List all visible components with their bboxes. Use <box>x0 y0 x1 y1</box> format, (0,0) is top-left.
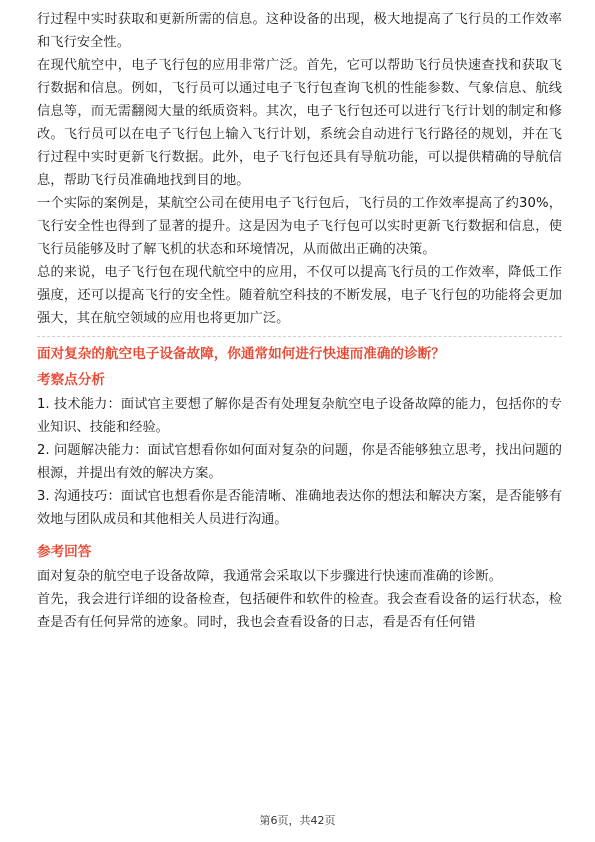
section-divider <box>37 336 562 337</box>
answer-heading: 参考回答 <box>37 544 92 560</box>
page-number: 第6页，共42页 <box>259 814 336 827</box>
body-paragraph: 总的来说，电子飞行包在现代航空中的应用，不仅可以提高飞行员的工作效率，降低工作强度，还可以提高飞行的安全性。随着航空科技的不断发展，电子飞行包的功能将会更加强大，其在航空领域的应用也将更加广泛。 <box>37 265 562 326</box>
answer-paragraph: 面对复杂的航空电子设备故障，我通常会采取以下步骤进行快速而准确的诊断。 <box>37 569 503 584</box>
body-paragraph: 一个实际的案例是，某航空公司在使用电子飞行包后，飞行员的工作效率提高了约30%，飞行安全性也得到了显著的提升。这是因为电子飞行包可以实时更新飞行数据和信息，使飞行员能够及时了解飞机的状态和环境情况，从而做出正确的决策。 <box>37 196 562 257</box>
body-paragraph: 在现代航空中，电子飞行包的应用非常广泛。首先，它可以帮助飞行员快速查找和获取飞行数据和信息。例如，飞行员可以通过电子飞行包查询飞机的性能参数、气象信息、航线信息等，而无需翻阅大量的纸质资料。其次，电子飞行包还可以进行飞行计划的制定和修改。飞行员可以在电子飞行包上输入飞行计划，系统会自动进行飞行路径的规划，并在飞行过程中实时更新飞行数据。此外，电子飞行包还具有导航功能，可以提供精确的导航信息，帮助飞行员准确地找到目的地。 <box>37 58 562 188</box>
analysis-item: 3. 沟通技巧：面试官也想看你是否能清晰、准确地表达你的想法和解决方案，是否能够有效地与团队成员和其他相关人员进行沟通。 <box>37 489 562 527</box>
analysis-item: 2. 问题解决能力：面试官想看你如何面对复杂的问题，你是否能够独立思考，找出问题的根源，并提出有效的解决方案。 <box>37 443 562 481</box>
page-content <box>37 8 562 634</box>
body-paragraph: 行过程中实时获取和更新所需的信息。这种设备的出现，极大地提高了飞行员的工作效率和飞行安全性。 <box>37 12 562 50</box>
interview-question: 面对复杂的航空电子设备故障，你通常如何进行快速而准确的诊断？ <box>37 346 445 362</box>
answer-paragraph: 首先，我会进行详细的设备检查，包括硬件和软件的检查。我会查看设备的运行状态，检查是否有任何异常的迹象。同时，我也会查看设备的日志，看是否有任何错 <box>37 592 562 630</box>
analysis-item: 1. 技术能力：面试官主要想了解你是否有处理复杂航空电子设备故障的能力，包括你的专业知识、技能和经验。 <box>37 397 562 435</box>
analysis-heading: 考察点分析 <box>37 372 105 388</box>
